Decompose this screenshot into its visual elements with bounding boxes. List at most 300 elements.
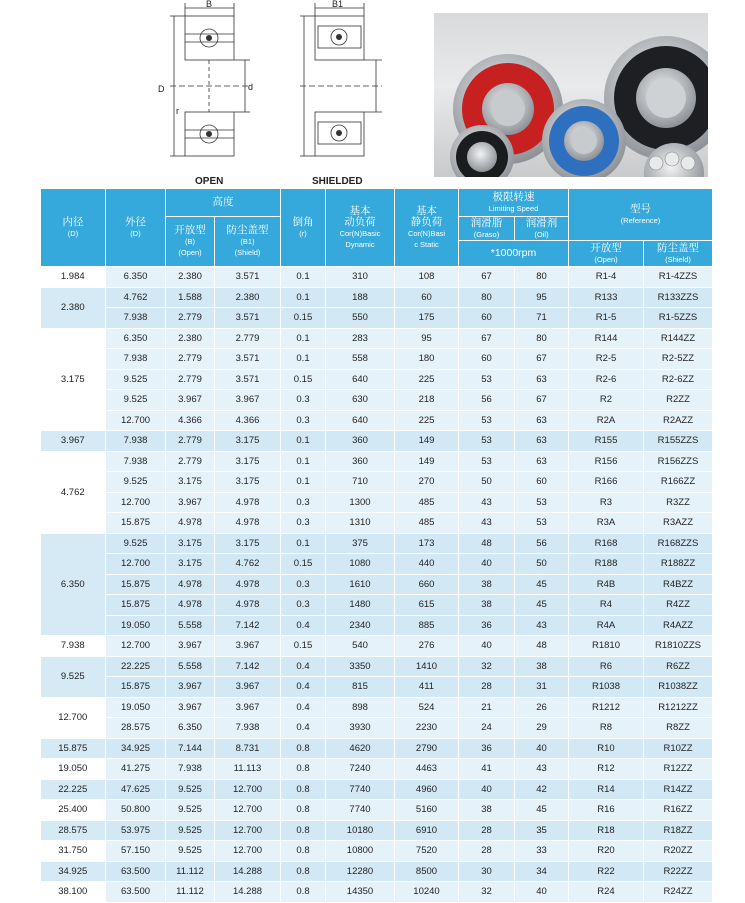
outer-diameter-cell: 53.975 [106, 820, 166, 841]
table-row [41, 595, 713, 616]
chamfer-cell: 0.8 [281, 882, 326, 903]
chamfer-cell: 0.8 [281, 820, 326, 841]
shield-height-cell: 3.571 [215, 349, 281, 370]
open-height-cell: 3.175 [166, 472, 215, 493]
col-height-header: 高度 [166, 189, 281, 217]
static-load-cell: 524 [395, 697, 459, 718]
col-static-load-header: 基本 静负荷 Cor(N)Basi c Static [395, 189, 459, 267]
outer-diameter-cell: 19.050 [106, 615, 166, 636]
shield-height-cell: 12.700 [215, 800, 281, 821]
bearing-spec-table [40, 188, 713, 903]
open-model-cell: R20 [569, 841, 644, 862]
shield-model-cell: R4AZZ [644, 615, 713, 636]
chamfer-cell: 0.1 [281, 267, 326, 288]
shield-height-cell: 12.700 [215, 841, 281, 862]
oil-speed-cell: 63 [515, 431, 569, 452]
dynamic-load-cell: 7740 [326, 800, 395, 821]
shield-height-cell: 11.113 [215, 759, 281, 780]
dynamic-load-cell: 1610 [326, 574, 395, 595]
grease-speed-cell: 48 [459, 533, 515, 554]
static-load-cell: 4463 [395, 759, 459, 780]
shield-height-cell: 3.175 [215, 472, 281, 493]
shield-model-cell: R168ZZS [644, 533, 713, 554]
oil-speed-cell: 63 [515, 369, 569, 390]
grease-speed-cell: 36 [459, 615, 515, 636]
static-load-cell: 6910 [395, 820, 459, 841]
bore-diameter-cell: 9.525 [41, 656, 106, 697]
shield-height-cell: 14.288 [215, 861, 281, 882]
shield-height-cell: 7.938 [215, 718, 281, 739]
open-height-cell: 3.967 [166, 492, 215, 513]
oil-speed-cell: 34 [515, 861, 569, 882]
dynamic-load-cell: 540 [326, 636, 395, 657]
static-load-cell: 149 [395, 431, 459, 452]
shield-model-cell: R156ZZS [644, 451, 713, 472]
static-load-cell: 173 [395, 533, 459, 554]
dynamic-load-cell: 2340 [326, 615, 395, 636]
oil-speed-cell: 60 [515, 472, 569, 493]
open-height-cell: 9.525 [166, 779, 215, 800]
chamfer-cell: 0.15 [281, 369, 326, 390]
chamfer-cell: 0.8 [281, 779, 326, 800]
col-open-model-header: 开放型 (Open) [569, 241, 644, 267]
dynamic-load-cell: 710 [326, 472, 395, 493]
shield-height-cell: 4.762 [215, 554, 281, 575]
open-model-cell: R10 [569, 738, 644, 759]
static-load-cell: 411 [395, 677, 459, 698]
dynamic-load-cell: 375 [326, 533, 395, 554]
chamfer-cell: 0.8 [281, 759, 326, 780]
open-height-cell: 3.175 [166, 533, 215, 554]
outer-diameter-cell: 7.938 [106, 451, 166, 472]
dynamic-load-cell: 4620 [326, 738, 395, 759]
open-model-cell: R166 [569, 472, 644, 493]
open-model-cell: R14 [569, 779, 644, 800]
shield-height-cell: 8.731 [215, 738, 281, 759]
open-height-cell: 2.779 [166, 431, 215, 452]
open-model-cell: R2 [569, 390, 644, 411]
grease-speed-cell: 28 [459, 820, 515, 841]
grease-speed-cell: 32 [459, 882, 515, 903]
open-height-cell: 2.779 [166, 308, 215, 329]
dynamic-load-cell: 3930 [326, 718, 395, 739]
open-model-cell: R22 [569, 861, 644, 882]
outer-diameter-cell: 47.625 [106, 779, 166, 800]
open-height-cell: 2.380 [166, 328, 215, 349]
open-height-cell: 2.380 [166, 267, 215, 288]
open-height-cell: 4.978 [166, 574, 215, 595]
dynamic-load-cell: 640 [326, 410, 395, 431]
outer-diameter-cell: 6.350 [106, 267, 166, 288]
table-row [41, 349, 713, 370]
shield-model-cell: R3ZZ [644, 492, 713, 513]
dynamic-load-cell: 630 [326, 390, 395, 411]
outer-diameter-cell: 12.700 [106, 410, 166, 431]
chamfer-cell: 0.8 [281, 800, 326, 821]
oil-speed-cell: 42 [515, 779, 569, 800]
bore-diameter-cell: 25.400 [41, 800, 106, 821]
outer-diameter-cell: 7.938 [106, 308, 166, 329]
table-row [41, 861, 713, 882]
oil-speed-cell: 40 [515, 738, 569, 759]
grease-speed-cell: 28 [459, 677, 515, 698]
open-model-cell: R2-6 [569, 369, 644, 390]
chamfer-cell: 0.3 [281, 492, 326, 513]
static-load-cell: 2230 [395, 718, 459, 739]
grease-speed-cell: 53 [459, 410, 515, 431]
table-row [41, 410, 713, 431]
dynamic-load-cell: 1480 [326, 595, 395, 616]
static-load-cell: 440 [395, 554, 459, 575]
grease-speed-cell: 24 [459, 718, 515, 739]
chamfer-cell: 0.3 [281, 390, 326, 411]
table-row [41, 779, 713, 800]
table-row [41, 738, 713, 759]
static-load-cell: 180 [395, 349, 459, 370]
shield-model-cell: R188ZZ [644, 554, 713, 575]
table-row [41, 492, 713, 513]
shield-height-cell: 4.978 [215, 574, 281, 595]
table-row [41, 718, 713, 739]
dynamic-load-cell: 188 [326, 287, 395, 308]
open-model-cell: R4B [569, 574, 644, 595]
outer-diameter-cell: 7.938 [106, 349, 166, 370]
table-row [41, 656, 713, 677]
open-height-cell: 7.144 [166, 738, 215, 759]
chamfer-cell: 0.4 [281, 697, 326, 718]
chamfer-cell: 0.4 [281, 656, 326, 677]
grease-speed-cell: 32 [459, 656, 515, 677]
col-shield-model-header: 防尘盖型 (Shield) [644, 241, 713, 267]
outer-diameter-cell: 15.875 [106, 595, 166, 616]
grease-speed-cell: 53 [459, 431, 515, 452]
outer-diameter-cell: 9.525 [106, 390, 166, 411]
open-model-cell: R6 [569, 656, 644, 677]
open-model-cell: R155 [569, 431, 644, 452]
table-row [41, 328, 713, 349]
dim-d-outer-label: D [158, 84, 165, 94]
outer-diameter-cell: 22.225 [106, 656, 166, 677]
chamfer-cell: 0.1 [281, 349, 326, 370]
shield-model-cell: R2-5ZZ [644, 349, 713, 370]
open-height-cell: 11.112 [166, 861, 215, 882]
open-model-cell: R188 [569, 554, 644, 575]
chamfer-cell: 0.15 [281, 636, 326, 657]
shield-height-cell: 2.779 [215, 328, 281, 349]
chamfer-cell: 0.15 [281, 554, 326, 575]
dynamic-load-cell: 310 [326, 267, 395, 288]
grease-speed-cell: 56 [459, 390, 515, 411]
static-load-cell: 660 [395, 574, 459, 595]
outer-diameter-cell: 9.525 [106, 472, 166, 493]
table-row [41, 431, 713, 452]
shield-model-cell: R1-5ZZS [644, 308, 713, 329]
outer-diameter-cell: 50.800 [106, 800, 166, 821]
chamfer-cell: 0.3 [281, 595, 326, 616]
oil-speed-cell: 63 [515, 451, 569, 472]
grease-speed-cell: 67 [459, 267, 515, 288]
dim-b1-label: B1 [332, 0, 344, 9]
oil-speed-cell: 48 [515, 636, 569, 657]
static-load-cell: 175 [395, 308, 459, 329]
table-row [41, 677, 713, 698]
oil-speed-cell: 50 [515, 554, 569, 575]
col-model-header: 型号 (Reference) [569, 189, 713, 241]
open-model-cell: R144 [569, 328, 644, 349]
bearing-photo [434, 13, 708, 177]
static-load-cell: 225 [395, 369, 459, 390]
dynamic-load-cell: 3350 [326, 656, 395, 677]
grease-speed-cell: 80 [459, 287, 515, 308]
chamfer-cell: 0.1 [281, 431, 326, 452]
table-row [41, 472, 713, 493]
shield-model-cell: R22ZZ [644, 861, 713, 882]
chamfer-cell: 0.15 [281, 308, 326, 329]
oil-speed-cell: 80 [515, 328, 569, 349]
table-row [41, 451, 713, 472]
grease-speed-cell: 30 [459, 861, 515, 882]
open-label: OPEN [195, 176, 224, 187]
dynamic-load-cell: 7240 [326, 759, 395, 780]
open-model-cell: R8 [569, 718, 644, 739]
open-model-cell: R3A [569, 513, 644, 534]
oil-speed-cell: 31 [515, 677, 569, 698]
dynamic-load-cell: 558 [326, 349, 395, 370]
top-illustration-area [0, 0, 745, 190]
col-chamfer-header: 倒角 (r) [281, 189, 326, 267]
dim-b-label: B [206, 0, 213, 9]
oil-speed-cell: 29 [515, 718, 569, 739]
open-model-cell: R18 [569, 820, 644, 841]
shield-model-cell: R1038ZZ [644, 677, 713, 698]
open-height-cell: 4.978 [166, 513, 215, 534]
open-height-cell: 3.175 [166, 554, 215, 575]
col-speed-header: 极限转速 Limiting Speed [459, 189, 569, 217]
open-height-cell: 2.779 [166, 349, 215, 370]
chamfer-cell: 0.3 [281, 513, 326, 534]
open-model-cell: R1-4 [569, 267, 644, 288]
bore-diameter-cell: 28.575 [41, 820, 106, 841]
open-model-cell: R24 [569, 882, 644, 903]
table-row [41, 267, 713, 288]
bore-diameter-cell: 2.380 [41, 287, 106, 328]
shield-model-cell: R2-6ZZ [644, 369, 713, 390]
static-load-cell: 218 [395, 390, 459, 411]
bore-diameter-cell: 3.967 [41, 431, 106, 452]
oil-speed-cell: 43 [515, 615, 569, 636]
static-load-cell: 485 [395, 492, 459, 513]
chamfer-cell: 0.1 [281, 533, 326, 554]
oil-speed-cell: 38 [515, 656, 569, 677]
dynamic-load-cell: 360 [326, 451, 395, 472]
table-row [41, 800, 713, 821]
chamfer-cell: 0.3 [281, 410, 326, 431]
table-row [41, 390, 713, 411]
chamfer-cell: 0.8 [281, 738, 326, 759]
open-height-cell: 5.558 [166, 656, 215, 677]
col-bore-header: 内径 (D) [41, 189, 106, 267]
grease-speed-cell: 40 [459, 636, 515, 657]
chamfer-cell: 0.4 [281, 615, 326, 636]
static-load-cell: 276 [395, 636, 459, 657]
open-model-cell: R1038 [569, 677, 644, 698]
bore-diameter-cell: 7.938 [41, 636, 106, 657]
open-height-cell: 9.525 [166, 820, 215, 841]
static-load-cell: 270 [395, 472, 459, 493]
bore-diameter-cell: 34.925 [41, 861, 106, 882]
open-model-cell: R16 [569, 800, 644, 821]
table-header [41, 189, 713, 267]
col-dynamic-load-header: 基本 动负荷 Cor(N)Basic Dynamic [326, 189, 395, 267]
table-row [41, 513, 713, 534]
dynamic-load-cell: 10180 [326, 820, 395, 841]
shield-height-cell: 2.380 [215, 287, 281, 308]
open-height-cell: 2.779 [166, 369, 215, 390]
dim-d-inner-label: d [248, 82, 254, 92]
static-load-cell: 225 [395, 410, 459, 431]
open-model-cell: R3 [569, 492, 644, 513]
grease-speed-cell: 50 [459, 472, 515, 493]
static-load-cell: 5160 [395, 800, 459, 821]
shield-model-cell: R1212ZZ [644, 697, 713, 718]
dynamic-load-cell: 14350 [326, 882, 395, 903]
outer-diameter-cell: 28.575 [106, 718, 166, 739]
outer-diameter-cell: 4.762 [106, 287, 166, 308]
grease-speed-cell: 21 [459, 697, 515, 718]
dynamic-load-cell: 1080 [326, 554, 395, 575]
shield-height-cell: 3.571 [215, 267, 281, 288]
static-load-cell: 10240 [395, 882, 459, 903]
open-height-cell: 7.938 [166, 759, 215, 780]
bore-diameter-cell: 31.750 [41, 841, 106, 862]
open-height-cell: 3.967 [166, 677, 215, 698]
outer-diameter-cell: 12.700 [106, 554, 166, 575]
open-model-cell: R4A [569, 615, 644, 636]
open-model-cell: R2A [569, 410, 644, 431]
dynamic-load-cell: 898 [326, 697, 395, 718]
chamfer-cell: 0.8 [281, 841, 326, 862]
grease-speed-cell: 41 [459, 759, 515, 780]
open-model-cell: R133 [569, 287, 644, 308]
grease-speed-cell: 40 [459, 779, 515, 800]
static-load-cell: 8500 [395, 861, 459, 882]
grease-speed-cell: 67 [459, 328, 515, 349]
grease-speed-cell: 38 [459, 595, 515, 616]
dynamic-load-cell: 360 [326, 431, 395, 452]
open-height-cell: 4.978 [166, 595, 215, 616]
shield-height-cell: 4.978 [215, 595, 281, 616]
outer-diameter-cell: 15.875 [106, 574, 166, 595]
shield-model-cell: R10ZZ [644, 738, 713, 759]
shield-model-cell: R4ZZ [644, 595, 713, 616]
shield-model-cell: R4BZZ [644, 574, 713, 595]
oil-speed-cell: 45 [515, 595, 569, 616]
grease-speed-cell: 36 [459, 738, 515, 759]
col-open-height-header: 开放型 (B) (Open) [166, 217, 215, 267]
shield-model-cell: R12ZZ [644, 759, 713, 780]
bore-diameter-cell: 6.350 [41, 533, 106, 636]
open-model-cell: R1-5 [569, 308, 644, 329]
shield-height-cell: 3.967 [215, 390, 281, 411]
shield-model-cell: R2AZZ [644, 410, 713, 431]
open-height-cell: 11.112 [166, 882, 215, 903]
dynamic-load-cell: 550 [326, 308, 395, 329]
grease-speed-cell: 38 [459, 800, 515, 821]
shield-height-cell: 3.175 [215, 451, 281, 472]
table-row [41, 308, 713, 329]
shield-height-cell: 7.142 [215, 615, 281, 636]
chamfer-cell: 0.1 [281, 451, 326, 472]
grease-speed-cell: 38 [459, 574, 515, 595]
outer-diameter-cell: 34.925 [106, 738, 166, 759]
shield-model-cell: R166ZZ [644, 472, 713, 493]
static-load-cell: 60 [395, 287, 459, 308]
shield-height-cell: 3.571 [215, 308, 281, 329]
grease-speed-cell: 60 [459, 308, 515, 329]
grease-speed-cell: 28 [459, 841, 515, 862]
col-grease-header: 润滑脂 (Graso) [459, 217, 515, 241]
bore-diameter-cell: 12.700 [41, 697, 106, 738]
oil-speed-cell: 80 [515, 267, 569, 288]
chamfer-cell: 0.1 [281, 287, 326, 308]
bore-diameter-cell: 3.175 [41, 328, 106, 431]
table-row [41, 369, 713, 390]
shield-height-cell: 14.288 [215, 882, 281, 903]
static-load-cell: 108 [395, 267, 459, 288]
bore-diameter-cell: 38.100 [41, 882, 106, 903]
oil-speed-cell: 43 [515, 759, 569, 780]
table-row [41, 636, 713, 657]
outer-diameter-cell: 9.525 [106, 533, 166, 554]
shield-model-cell: R16ZZ [644, 800, 713, 821]
shield-height-cell: 3.571 [215, 369, 281, 390]
table-row [41, 574, 713, 595]
shield-model-cell: R6ZZ [644, 656, 713, 677]
table-row [41, 615, 713, 636]
shield-model-cell: R1-4ZZS [644, 267, 713, 288]
shield-height-cell: 12.700 [215, 779, 281, 800]
outer-diameter-cell: 9.525 [106, 369, 166, 390]
outer-diameter-cell: 19.050 [106, 697, 166, 718]
shield-model-cell: R20ZZ [644, 841, 713, 862]
outer-diameter-cell: 15.875 [106, 513, 166, 534]
dynamic-load-cell: 7740 [326, 779, 395, 800]
shield-model-cell: R8ZZ [644, 718, 713, 739]
open-height-cell: 6.350 [166, 718, 215, 739]
oil-speed-cell: 35 [515, 820, 569, 841]
shield-height-cell: 4.978 [215, 492, 281, 513]
open-model-cell: R1212 [569, 697, 644, 718]
shield-model-cell: R3AZZ [644, 513, 713, 534]
dynamic-load-cell: 12280 [326, 861, 395, 882]
table-row [41, 533, 713, 554]
open-height-cell: 5.558 [166, 615, 215, 636]
oil-speed-cell: 53 [515, 492, 569, 513]
bore-diameter-cell: 1.984 [41, 267, 106, 288]
grease-speed-cell: 60 [459, 349, 515, 370]
table-row [41, 287, 713, 308]
table-body [41, 267, 713, 903]
shield-height-cell: 7.142 [215, 656, 281, 677]
open-height-cell: 3.967 [166, 697, 215, 718]
grease-speed-cell: 40 [459, 554, 515, 575]
outer-diameter-cell: 12.700 [106, 492, 166, 513]
open-height-cell: 9.525 [166, 800, 215, 821]
bore-diameter-cell: 15.875 [41, 738, 106, 759]
table-row [41, 882, 713, 903]
bearing-cross-section-diagram [150, 0, 390, 180]
open-model-cell: R168 [569, 533, 644, 554]
